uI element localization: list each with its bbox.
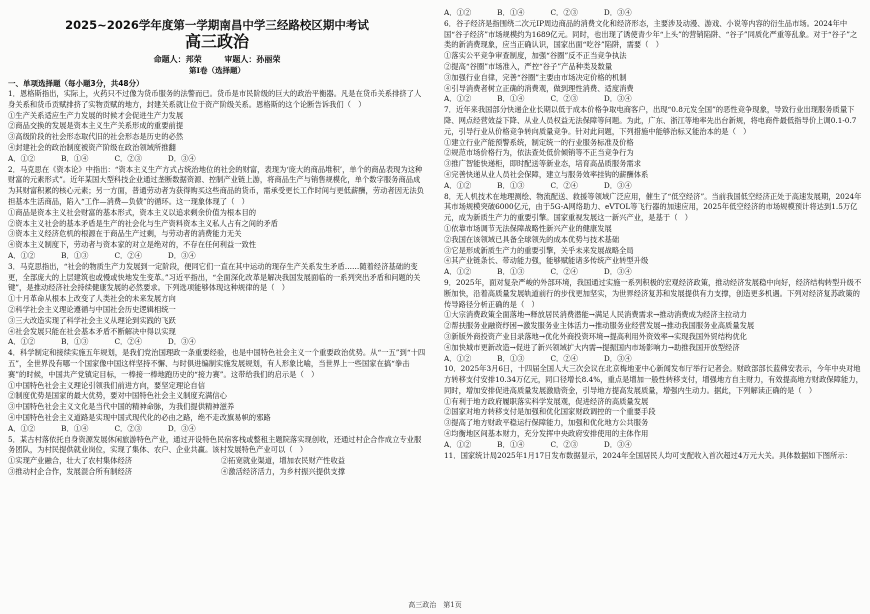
answer-option[interactable]: D．③④ bbox=[167, 250, 196, 260]
answer-option[interactable]: B．①③ bbox=[61, 337, 89, 347]
statement-item: ①大宗消费政策全面落地→释放居民消费潜能→满足人民消费需求→推动消费成为经济主拉动力 bbox=[444, 310, 747, 320]
statement-item: ③高级阶段的社会形态取代旧的社会形态是历史的必然 bbox=[8, 132, 184, 142]
question bbox=[444, 278, 864, 364]
statement-item: ④均衡地区间基本财力，充分发挥中央政府安排使用的主体作用 bbox=[444, 429, 649, 439]
answer-option[interactable]: B．①④ bbox=[497, 94, 525, 104]
page-footer: 高三政治 第1页 bbox=[408, 601, 462, 609]
statement-item: ②商品交换的发展是资本主义生产关系形成的重要前提 bbox=[8, 121, 184, 131]
answer-option[interactable]: C．②④ bbox=[114, 337, 142, 347]
statement-item: ①生产关系适应生产力发展的时候才会促进生产力发展 bbox=[8, 110, 184, 120]
question bbox=[444, 8, 864, 19]
question-stem: 9．2025年，面对复杂严峻的外部环境，我国通过实施一系列积极的宏观经济政策，推动经济发展稳中向好，经济结构转型升级不断加快，沿着高质量发展轨道前行的步伐更加坚实，为世界经济复苏和发展提供有力支撑，创造更多机遇。下列对经济复苏政策的传导路径分析正确的是（ ） bbox=[444, 277, 862, 309]
answer-option[interactable]: A．①② bbox=[444, 267, 472, 277]
author: 命题人：邦荣 bbox=[153, 54, 202, 64]
question bbox=[8, 89, 426, 165]
statement-item: ②国家对地方转移支付是加强和优化国家财政调控的一个重要手段 bbox=[444, 407, 656, 417]
statement-item: ③中国特色社会主义文化是当代中国的精神命脉，为我们提供精神滋养 bbox=[8, 402, 235, 412]
exam-title: 2025~2026学年度第一学期南昌中学三经路校区期中考试 bbox=[65, 18, 369, 32]
answer-option[interactable]: D．③④ bbox=[603, 353, 632, 363]
section-title: 第Ⅰ卷（选择题） bbox=[188, 66, 245, 75]
statement-item: ④完善快递从业人员社会保障，建立与服务效率挂钩的薪酬体系 bbox=[444, 169, 649, 179]
statement-item: ④资本主义制度下，劳动者与资本家的对立是绝对的，不存在任何利益一致性 bbox=[8, 240, 257, 250]
answer-options bbox=[8, 337, 426, 348]
statement-item: ③提高了地方财政平稳运行保障能力，加强和优化地方公共服务 bbox=[444, 418, 649, 428]
question bbox=[444, 105, 864, 191]
statement-item: ②拓宽就业渠道，增加农民财产性收益 bbox=[221, 456, 346, 466]
answer-option[interactable]: A．①② bbox=[8, 423, 36, 433]
answer-option[interactable]: A．①② bbox=[444, 439, 472, 449]
statement-item: ①有利于地方政府履职落实科学发展观，促进经济的高质量发展 bbox=[444, 396, 649, 406]
question-stem: 6．谷子经济是指围绕二次元IP周边商品的消费文化和经济形态，主要涉及动漫、游戏、小说等内容的衍生品市场。2024年中国“谷子经济”市场规模约为1689亿元。同时，也出现了诱使青少年“上头”的营销陷阱、“谷子”同质化严重等乱象。对于“谷子”之类的新消费现象，应当正确认识，国家出面“吃谷”陷阱，需要（ ） bbox=[444, 18, 858, 50]
answer-option[interactable]: D．③④ bbox=[603, 180, 632, 190]
answer-option[interactable]: C．②④ bbox=[550, 180, 578, 190]
statement-item: ④中国特色社会主义道路是实现中国式现代化的必由之路，绝不走改旗易帜的邪路 bbox=[8, 412, 271, 422]
statement-item: ③它是形成新质生产力的重要引擎，关乎未来发展战略全局 bbox=[444, 245, 634, 255]
answer-option[interactable]: C．②④ bbox=[114, 250, 142, 260]
question-stem: 3．马克思指出，“社会的物质生产力发展到一定阶段，便同它们一直在其中运动的现存生产关系发生矛盾……随着经济基础的变更，全部庞大的上层建筑也或慢或快地发生变革。”习近平指出，“全面深化改革是解决我国发展面临的一系列突出矛盾和问题的关键”，是推动经济社会持续健康发展的必然要求。下列选项能够体现这种规律的是（ ） bbox=[8, 261, 421, 293]
statement-item: ④其产业链条长、带动能力强，能够赋能诸多传统产业转型升级 bbox=[444, 256, 649, 266]
statement-item: ①依靠市场调节无法保障战略性新兴产业的健康发展 bbox=[444, 223, 612, 233]
question-stem: 10．2025年3月6日，十四届全国人大三次会议在北京梅地亚中心新闻发布厅举行记者会。财政部部长蓝佛安表示，今年中央对地方转移支付安排10.34万亿元，同口径增长8.4%，重点是增加一般性转移支付，增强地方自主财力，有效提高地方财政保障能力，同时，增加安排促进高质量发展激励资金，引导地方提高发展质量，增强内生动力。据此，下列解读正确的是（ ） bbox=[444, 364, 863, 395]
statement-item: ②科学社会主义理论遵循与中国社会历史逻辑相统一 bbox=[8, 304, 176, 314]
answer-option[interactable]: A．①② bbox=[444, 353, 472, 363]
statement-item: ①十月革命从根本上改变了人类社会的未来发展方向 bbox=[8, 294, 176, 304]
question-stem: 5．某古村落依托自身资源发展休闲旅游特色产业，通过开设特色民宿客栈或整租主题院落实现创收，还通过村企合作成立专业服务团队，为村民提供就业岗位，实现了集体、农户、企业共赢。该村发展特色产业可以（ ） bbox=[8, 434, 422, 455]
right-question-list bbox=[444, 8, 864, 461]
answer-option[interactable]: C．②④ bbox=[550, 267, 578, 277]
answer-option[interactable]: B．①④ bbox=[497, 439, 525, 449]
answer-option[interactable]: D．③④ bbox=[603, 94, 632, 104]
question bbox=[8, 262, 426, 348]
answer-option[interactable]: A．①② bbox=[8, 337, 36, 347]
answer-options bbox=[444, 181, 864, 192]
left-question-list bbox=[8, 89, 426, 478]
answer-option[interactable]: C．②③ bbox=[550, 8, 578, 17]
right-column bbox=[444, 8, 864, 461]
answer-option[interactable]: A．①② bbox=[8, 153, 36, 163]
statement-item: ②规范市场价格行为，依法查处低价倾销等不正当竞争行为 bbox=[444, 148, 634, 158]
answer-option[interactable]: B．①④ bbox=[61, 153, 89, 163]
question bbox=[8, 165, 426, 262]
answer-option[interactable]: C．②④ bbox=[550, 353, 578, 363]
answer-option[interactable]: B．①③ bbox=[497, 180, 525, 190]
answer-option[interactable]: A．①② bbox=[8, 250, 36, 260]
answer-options bbox=[8, 154, 426, 165]
answer-option[interactable]: B．①④ bbox=[61, 423, 89, 433]
statement-item: ③加强行业自律，完善“谷圈”主要由市场决定价格的机制 bbox=[444, 72, 627, 82]
question-stem: 7．近年来我国部分快递企业长期以低于成本价格争取电商客户，出现“0.8元发全国”的恶性竞争现象，导致行业出现服务质量下降、网点经营效益下降、从业人员权益无法保障等问题。为此，广东、浙江等地率先出台新规，将电商件最低指导价上调0.1-0.7元，引导行业从价格竞争转向质量竞争。针对此问题，下列措施中能够治标又能治本的是（ ） bbox=[444, 105, 857, 136]
answer-options bbox=[8, 424, 426, 435]
question-stem: 8．无人机技术在地理测绘、物流配送、救援等领域广泛应用，催生了“低空经济”。当前我国低空经济正处于高速发展期，2024年其市场规模突破6000亿元，由于5G-A网络助力、eVTOL等飞行器的加速应用，2025年低空经济的市场规模预计将达到1.5万亿元，成为新质生产力的重要引擎。国家重视发展这一新兴产业，是基于（ ） bbox=[444, 191, 862, 223]
statement-item: ②帮扶服务业融资纾困→激发服务业主体活力→推动服务业经营发展→推动我国服务业高质量发展 bbox=[444, 321, 755, 331]
statement-item: ①落实公平竞争审查制度，加强“谷圈”反不正当竞争执法 bbox=[444, 51, 627, 61]
answer-options bbox=[444, 8, 864, 19]
statement-item: ④激活经济活力，为乡村振兴提供支撑 bbox=[221, 466, 346, 476]
question-stem: 1．恩格斯指出，实际上，火药只不过像为货币服务的法警而已。货币是市民阶级的巨大的政治平衡器。凡是在货币关系排挤了人身关系和货币贡赋排挤了实物贡赋的地方，封建关系就让位于资产阶级关系。恩格斯的这个论断告诉我们（ ） bbox=[8, 89, 422, 109]
answer-option[interactable]: D．③④ bbox=[603, 267, 632, 277]
statement-item: ①建立行业产能预警系统，制定统一的行业服务标准及价格 bbox=[444, 137, 634, 147]
statement-item: ④加快城市更新改造→促进了新兴领域扩大内需→提振国内市场影响力→助推我国开放型经济 bbox=[444, 342, 740, 352]
statement-item: ①中国特色社会主义理论引领我们前进方向，要坚定理论自信 bbox=[8, 380, 206, 390]
statement-grid bbox=[8, 456, 426, 478]
question bbox=[444, 451, 864, 462]
statement-item: ③三大改造实现了科学社会主义从理论到实践的飞跃 bbox=[8, 315, 176, 325]
answer-option[interactable]: B．①③ bbox=[497, 353, 525, 363]
statement-item: ③推动村企合作，发展混合所有制经济 bbox=[8, 466, 133, 476]
question bbox=[444, 19, 864, 105]
question-stem: 4．科学制定和接续实施五年规划，是我们党治国理政一条重要经验，也是中国特色社会主义一个重要政治优势。从“一五”到“十四五”，全世界没有哪一个国家像中国这样坚持不懈、与时俱进编制实施发展规划，有人形象比喻，当世界上一些国家在搞“拳击赛”的时候，中国共产党镇定目标，一棒接一棒地跑历史的“接力赛”。这带给我们的启示是（ ） bbox=[8, 348, 426, 379]
question-stem: 11．国家统计局2025年1月17日发布数据显示，2024年全国居民人均可支配收入首次超过4万元大关。具体数据如下图所示： bbox=[444, 450, 852, 460]
statement-item: ①商品是资本主义社会财富的基本形式，资本主义以追求剩余价值为根本目的 bbox=[8, 207, 257, 217]
left-column bbox=[8, 18, 426, 478]
question bbox=[8, 348, 426, 434]
statement-item: ③新版外商投资产业目录落地→优化外商投资环境→提高利用外资效率→实现我国外贸结构优化 bbox=[444, 331, 747, 341]
answer-option[interactable]: B．①③ bbox=[61, 250, 89, 260]
answer-options bbox=[8, 251, 426, 262]
answer-option[interactable]: A．①② bbox=[444, 8, 472, 17]
question bbox=[444, 364, 864, 450]
answer-option[interactable]: A．①② bbox=[444, 180, 472, 190]
part-heading: 一、单项选择题（每小题3分，共48分） bbox=[8, 79, 144, 88]
statement-item: ③资本主义经济危机的根源在于商品生产过剩，与劳动者的消费能力无关 bbox=[8, 229, 242, 239]
answer-option[interactable]: C．②③ bbox=[114, 423, 142, 433]
answer-option[interactable]: C．②③ bbox=[114, 153, 142, 163]
statement-item: ②资本主义社会的基本矛盾是生产的社会化与生产资料资本主义私人占有之间的矛盾 bbox=[8, 218, 278, 228]
answer-option[interactable]: D．③④ bbox=[167, 337, 196, 347]
statement-item: ②提高“谷圈”市场准入，严控“谷子”产品种类及数量 bbox=[444, 61, 613, 71]
answer-option[interactable]: C．②③ bbox=[550, 94, 578, 104]
answer-options bbox=[444, 354, 864, 365]
exam-subject: 高三政治 bbox=[184, 32, 249, 51]
answer-options bbox=[444, 440, 864, 451]
statement-item: ③推广智能快递柜，即时配送等新业态，培育高品质服务需求 bbox=[444, 159, 642, 169]
question bbox=[8, 435, 426, 478]
answer-option[interactable]: D．③④ bbox=[603, 439, 632, 449]
statement-item: ④社会发展只能在社会基本矛盾不断解决中得以实现 bbox=[8, 326, 176, 336]
answer-options bbox=[444, 94, 864, 105]
answer-option[interactable]: A．①② bbox=[444, 94, 472, 104]
statement-item: ②我国在该领域已具备全球领先的成本优势与技术基础 bbox=[444, 234, 620, 244]
statement-item: ④封建社会的政治制度被资产阶级在政治领域所推翻 bbox=[8, 142, 176, 152]
answer-options bbox=[444, 267, 864, 278]
question bbox=[444, 192, 864, 278]
answer-option[interactable]: C．②③ bbox=[550, 439, 578, 449]
question-stem: 2．马克思在《资本论》中指出：“资本主义生产方式占统治地位的社会的财富，表现为‘庞大的商品堆积’，单个的商品表现为这种财富的元素形式”。近年某国大型科技企业通过垄断数据资源、控制产业链上游，将商品生产与销售规模化，单个数字服务商品成为其财富积累的核心元素；另一方面，普通劳动者为获得购买这些商品的货币，需承受更长工作时间与更低薪酬，劳动者因无法负担基本生活商品，陷入“工作—消费—负债”的循环。这一现象体现了（ ） bbox=[8, 164, 424, 206]
answer-option[interactable]: D．③④ bbox=[167, 423, 196, 433]
reviewer: 审题人：孙丽荣 bbox=[224, 54, 281, 64]
statement-item: ②制度优势是国家的最大优势，要对中国特色社会主义制度充满信心 bbox=[8, 391, 227, 401]
answer-option[interactable]: D．③④ bbox=[167, 153, 196, 163]
answer-option[interactable]: D．③④ bbox=[603, 8, 632, 17]
byline bbox=[8, 53, 426, 65]
statement-item: ①实现产业融合，壮大了农村集体经济 bbox=[8, 456, 133, 466]
answer-option[interactable]: B．①④ bbox=[497, 8, 525, 17]
answer-option[interactable]: B．①③ bbox=[497, 267, 525, 277]
statement-item: ④引导消费者树立正确的消费观，做到理性消费、适度消费 bbox=[444, 83, 634, 93]
